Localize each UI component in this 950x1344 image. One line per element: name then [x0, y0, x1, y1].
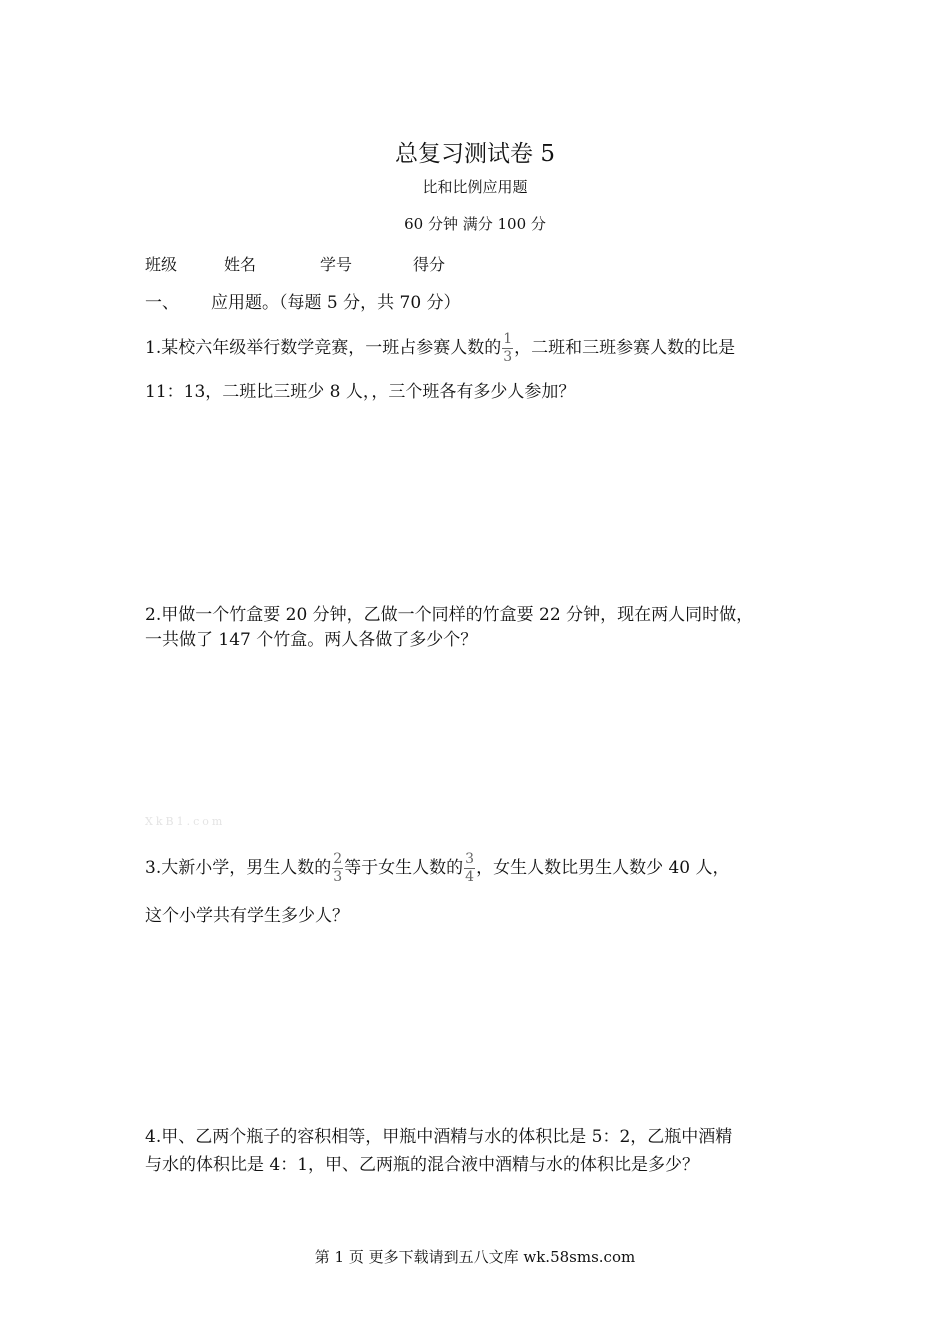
question-3-text-b: 等于女生人数的 [344, 858, 464, 878]
question-3-text-c: ，女生人数比男生人数少 40 人， [476, 858, 730, 878]
fraction-three-quarters: $\frac{3}{4}$ [465, 851, 475, 885]
page-subtitle: 比和比例应用题 [422, 178, 528, 196]
section-title: 应用题。（每题 5 分，共 70 分） [211, 293, 461, 313]
question-1-text-a: 1.某校六年级举行数学竞赛，一班占参赛人数的 [145, 338, 502, 358]
page-footer: 第 1 页 更多下载请到五八文库 wk.58sms.com [314, 1248, 636, 1266]
fraction-two-thirds: $\frac{2}{3}$ [333, 851, 343, 885]
section-number: 一、 [145, 293, 179, 313]
student-number-label: 学号 [320, 255, 353, 274]
question-3-line-2: 这个小学共有学生多少人？ [145, 906, 349, 926]
question-3-line-1 [145, 851, 730, 886]
score-label: 得分 [413, 255, 446, 274]
question-3-text-a: 3.大新小学，男生人数的 [145, 858, 332, 878]
question-1-line-2: 11：13，二班比三班少 8 人，，三个班各有多少人参加？ [145, 382, 576, 402]
question-2-line-2: 一共做了 147 个竹盒。两人各做了多少个？ [145, 630, 478, 650]
watermark: XkB1.com [145, 815, 226, 828]
fraction-one-third: $\frac{1}{3}$ [503, 331, 513, 365]
question-2-line-1: 2.甲做一个竹盒要 20 分钟，乙做一个同样的竹盒要 22 分钟，现在两人同时做， [145, 605, 754, 625]
class-label: 班级 [145, 255, 178, 274]
exam-duration: 60 分钟 满分 100 分 [404, 215, 546, 233]
name-label: 姓名 [224, 255, 257, 274]
question-1-line-1 [145, 331, 735, 366]
question-4-line-1: 4.甲、乙两个瓶子的容积相等，甲瓶中酒精与水的体积比是 5：2，乙瓶中酒精 [145, 1127, 733, 1147]
question-1-text-b: ，二班和三班参赛人数的比是 [514, 338, 736, 358]
page-title: 总复习测试卷 5 [395, 141, 555, 167]
question-4-line-2: 与水的体积比是 4：1，甲、乙两瓶的混合液中酒精与水的体积比是多少？ [145, 1155, 700, 1175]
